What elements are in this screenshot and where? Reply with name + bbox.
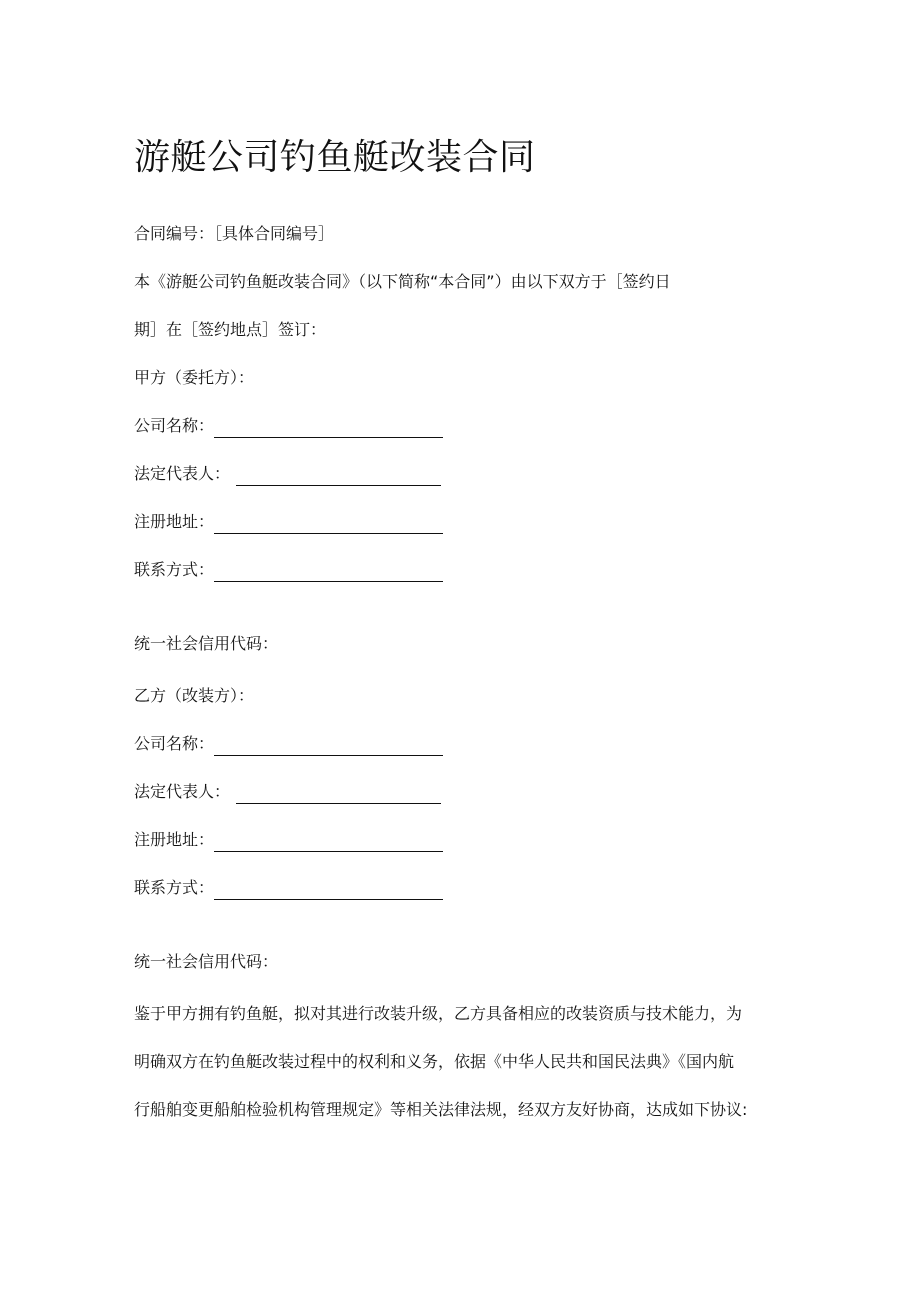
party-b-credit-code-label: 统一社会信用代码： [134,952,279,971]
party-b-contact-field [134,876,443,900]
party-a-address-blank[interactable] [214,516,443,534]
party-a-contact-label: 联系方式： [134,560,215,579]
party-b-contact-label: 联系方式： [134,878,215,897]
party-b-company-label: 公司名称： [134,734,215,753]
party-b-company-blank[interactable] [214,738,443,756]
party-a-address-field [134,510,443,534]
party-b-rep-label: 法定代表人： [134,782,231,801]
party-a-company-field [134,414,443,438]
party-b-rep-blank[interactable] [236,786,441,804]
party-b-heading: 乙方（改装方）： [134,686,255,705]
party-a-rep-blank[interactable] [236,468,441,486]
intro-line-2: 期］在［签约地点］签订： [134,320,327,339]
party-a-rep-field [134,462,441,486]
document-title: 游艇公司钓鱼艇改装合同 [134,137,536,178]
contract-number: 合同编号：［具体合同编号］ [134,224,335,243]
party-a-company-label: 公司名称： [134,416,215,435]
intro-line-1: 本《游艇公司钓鱼艇改装合同》（以下简称“本合同”）由以下双方于［签约日 [134,272,671,291]
recital-line-3: 行船舶变更船舶检验机构管理规定》等相关法律法规，经双方友好协商，达成如下协议: [134,1100,748,1119]
party-b-company-field [134,732,443,756]
party-a-company-blank[interactable] [214,420,443,438]
party-b-contact-blank[interactable] [214,882,443,900]
party-a-address-label: 注册地址： [134,512,215,531]
party-b-address-field [134,828,443,852]
party-a-heading: 甲方（委托方）： [134,368,255,387]
party-a-contact-field [134,558,443,582]
recital-line-1: 鉴于甲方拥有钓鱼艇，拟对其进行改装升级，乙方具备相应的改装资质与技术能力，为 [134,1004,743,1023]
party-a-credit-code-label: 统一社会信用代码： [134,634,279,653]
party-a-contact-blank[interactable] [214,564,443,582]
party-a-rep-label: 法定代表人： [134,464,231,483]
recital-line-2: 明确双方在钓鱼艇改装过程中的权利和义务，依据《中华人民共和国民法典》《国内航 [134,1052,735,1071]
party-b-rep-field [134,780,441,804]
party-b-address-label: 注册地址： [134,830,215,849]
party-b-address-blank[interactable] [214,834,443,852]
